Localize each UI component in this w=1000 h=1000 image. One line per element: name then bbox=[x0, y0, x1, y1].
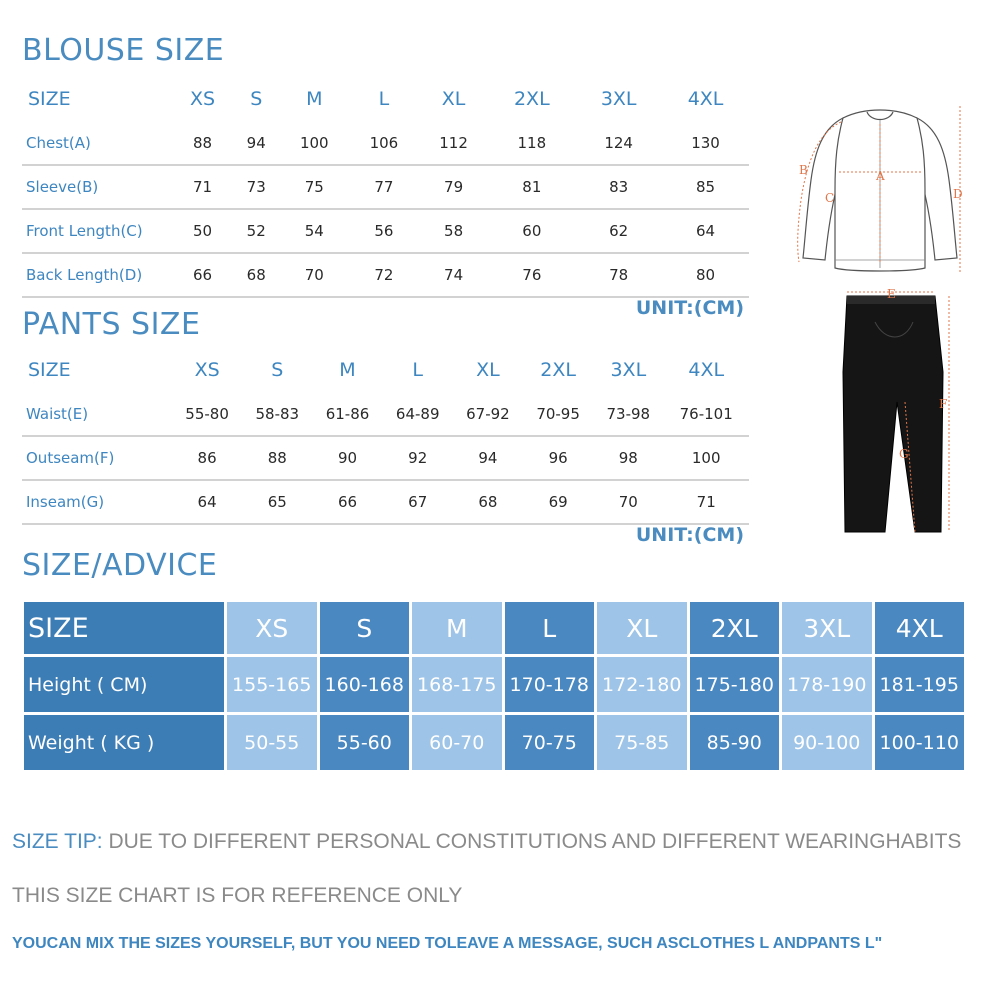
row-label-sleeve: Sleeve(B) bbox=[22, 165, 172, 209]
advice-header-xl: XL bbox=[597, 602, 687, 654]
table-cell: 70 bbox=[593, 480, 663, 524]
advice-header-s: S bbox=[320, 602, 410, 654]
table-cell: 64-89 bbox=[383, 392, 453, 436]
pants-header-4xl: 4XL bbox=[688, 359, 725, 381]
pants-illustration bbox=[835, 282, 965, 540]
table-cell: 62 bbox=[575, 209, 662, 253]
pants-label-e: E bbox=[887, 287, 896, 301]
pants-header-size: SIZE bbox=[28, 359, 71, 381]
table-cell: 73-98 bbox=[593, 392, 663, 436]
size-advice-table bbox=[21, 599, 967, 773]
blouse-size-table bbox=[22, 77, 749, 298]
table-cell: 75-85 bbox=[597, 715, 687, 770]
table-cell: 75 bbox=[279, 165, 349, 209]
table-row bbox=[22, 121, 749, 165]
advice-row-label-weight: Weight ( KG ) bbox=[24, 715, 224, 770]
pants-header-xs: XS bbox=[194, 359, 220, 381]
table-cell: 155-165 bbox=[227, 657, 317, 712]
advice-header-2xl: 2XL bbox=[690, 602, 780, 654]
table-cell: 71 bbox=[663, 480, 749, 524]
table-row bbox=[22, 165, 749, 209]
blouse-header-4xl: 4XL bbox=[687, 88, 724, 110]
table-cell: 70-75 bbox=[505, 715, 595, 770]
table-cell: 72 bbox=[349, 253, 419, 297]
pants-header-m: M bbox=[339, 359, 356, 381]
pants-header-3xl: 3XL bbox=[610, 359, 647, 381]
table-cell: 92 bbox=[383, 436, 453, 480]
table-cell: 68 bbox=[233, 253, 279, 297]
table-cell: 58 bbox=[419, 209, 489, 253]
jersey-label-a: A bbox=[876, 169, 885, 183]
row-label-outseam: Outseam(F) bbox=[22, 436, 172, 480]
pants-header-s: S bbox=[271, 359, 284, 381]
table-cell: 52 bbox=[233, 209, 279, 253]
advice-header-4xl: 4XL bbox=[875, 602, 965, 654]
table-cell: 76-101 bbox=[663, 392, 749, 436]
jersey-label-b: B bbox=[799, 163, 808, 177]
table-cell: 67-92 bbox=[453, 392, 523, 436]
table-cell: 61-86 bbox=[312, 392, 382, 436]
table-cell: 76 bbox=[488, 253, 575, 297]
table-cell: 96 bbox=[523, 436, 593, 480]
table-cell: 83 bbox=[575, 165, 662, 209]
advice-row-label-height: Height ( CM) bbox=[24, 657, 224, 712]
table-cell: 50-55 bbox=[227, 715, 317, 770]
table-cell: 94 bbox=[233, 121, 279, 165]
table-cell: 60 bbox=[488, 209, 575, 253]
blouse-header-s: S bbox=[250, 88, 263, 110]
table-cell: 56 bbox=[349, 209, 419, 253]
table-cell: 86 bbox=[172, 436, 242, 480]
row-label-chest: Chest(A) bbox=[22, 121, 172, 165]
table-cell: 81 bbox=[488, 165, 575, 209]
table-cell: 55-60 bbox=[320, 715, 410, 770]
table-cell: 54 bbox=[279, 209, 349, 253]
row-label-front-length: Front Length(C) bbox=[22, 209, 172, 253]
table-cell: 181-195 bbox=[875, 657, 965, 712]
pants-header-xl: XL bbox=[476, 359, 500, 381]
pants-label-f: F bbox=[939, 397, 948, 411]
table-cell: 100 bbox=[279, 121, 349, 165]
table-cell: 69 bbox=[523, 480, 593, 524]
pants-header-l: L bbox=[412, 359, 423, 381]
pants-unit-label: UNIT:(CM) bbox=[635, 524, 744, 546]
table-cell: 170-178 bbox=[505, 657, 595, 712]
table-row bbox=[22, 253, 749, 297]
blouse-header-xl: XL bbox=[441, 88, 466, 110]
table-cell: 70-95 bbox=[523, 392, 593, 436]
table-cell: 90-100 bbox=[782, 715, 872, 770]
table-cell: 67 bbox=[383, 480, 453, 524]
table-cell: 98 bbox=[593, 436, 663, 480]
table-cell: 68 bbox=[453, 480, 523, 524]
jersey-label-c: C bbox=[825, 191, 835, 205]
table-row bbox=[22, 392, 749, 436]
table-cell: 58-83 bbox=[242, 392, 312, 436]
pants-shape bbox=[843, 296, 943, 532]
table-cell: 175-180 bbox=[690, 657, 780, 712]
advice-header-size: SIZE bbox=[24, 602, 224, 654]
size-advice-title: SIZE/ADVICE bbox=[22, 548, 218, 583]
table-row bbox=[22, 480, 749, 524]
jersey-illustration bbox=[775, 100, 985, 290]
table-cell: 65 bbox=[242, 480, 312, 524]
advice-header-xs: XS bbox=[227, 602, 317, 654]
blouse-header-l: L bbox=[378, 88, 390, 110]
table-cell: 66 bbox=[312, 480, 382, 524]
table-cell: 71 bbox=[172, 165, 233, 209]
table-cell: 106 bbox=[349, 121, 419, 165]
table-cell: 90 bbox=[312, 436, 382, 480]
row-label-inseam: Inseam(G) bbox=[22, 480, 172, 524]
table-cell: 100-110 bbox=[875, 715, 965, 770]
table-row bbox=[24, 715, 964, 770]
table-cell: 94 bbox=[453, 436, 523, 480]
table-cell: 78 bbox=[575, 253, 662, 297]
blouse-header-xs: XS bbox=[189, 88, 216, 110]
pants-header-2xl: 2XL bbox=[540, 359, 576, 381]
table-cell: 85-90 bbox=[690, 715, 780, 770]
blouse-header-m: M bbox=[306, 88, 323, 110]
blouse-unit-label: UNIT:(CM) bbox=[635, 297, 744, 319]
table-cell: 100 bbox=[663, 436, 749, 480]
table-cell: 74 bbox=[419, 253, 489, 297]
pants-header-row bbox=[22, 348, 749, 392]
blouse-header-row bbox=[22, 77, 749, 121]
reference-note: THIS SIZE CHART IS FOR REFERENCE ONLY bbox=[12, 884, 463, 907]
table-cell: 88 bbox=[242, 436, 312, 480]
table-cell: 70 bbox=[279, 253, 349, 297]
table-cell: 60-70 bbox=[412, 715, 502, 770]
pants-label-g: G bbox=[899, 447, 909, 461]
table-row bbox=[22, 209, 749, 253]
table-row bbox=[24, 657, 964, 712]
table-cell: 55-80 bbox=[172, 392, 242, 436]
table-cell: 172-180 bbox=[597, 657, 687, 712]
table-cell: 79 bbox=[419, 165, 489, 209]
size-tip-line bbox=[12, 830, 961, 854]
pants-size-table bbox=[22, 348, 749, 525]
table-cell: 124 bbox=[575, 121, 662, 165]
advice-header-m: M bbox=[412, 602, 502, 654]
blouse-header-size: SIZE bbox=[28, 88, 71, 110]
row-label-waist: Waist(E) bbox=[22, 392, 172, 436]
size-tip-text: DUE TO DIFFERENT PERSONAL CONSTITUTIONS AND DIFFERENT WEARINGHABITS bbox=[102, 830, 962, 853]
table-cell: 77 bbox=[349, 165, 419, 209]
table-cell: 64 bbox=[662, 209, 749, 253]
pants-size-title: PANTS SIZE bbox=[22, 307, 201, 342]
advice-header-3xl: 3XL bbox=[782, 602, 872, 654]
table-cell: 112 bbox=[419, 121, 489, 165]
jersey-label-d: D bbox=[953, 187, 963, 201]
blouse-header-2xl: 2XL bbox=[513, 88, 550, 110]
table-cell: 168-175 bbox=[412, 657, 502, 712]
table-cell: 80 bbox=[662, 253, 749, 297]
blouse-size-title: BLOUSE SIZE bbox=[22, 33, 225, 68]
advice-header-l: L bbox=[505, 602, 595, 654]
table-row bbox=[22, 436, 749, 480]
table-cell: 160-168 bbox=[320, 657, 410, 712]
table-cell: 64 bbox=[172, 480, 242, 524]
table-cell: 88 bbox=[172, 121, 233, 165]
table-cell: 66 bbox=[172, 253, 233, 297]
size-tip-prefix: SIZE TIP: bbox=[12, 830, 103, 853]
blouse-header-3xl: 3XL bbox=[600, 88, 637, 110]
table-cell: 130 bbox=[662, 121, 749, 165]
table-cell: 85 bbox=[662, 165, 749, 209]
table-cell: 73 bbox=[233, 165, 279, 209]
table-cell: 118 bbox=[488, 121, 575, 165]
table-cell: 50 bbox=[172, 209, 233, 253]
row-label-back-length: Back Length(D) bbox=[22, 253, 172, 297]
advice-header-row bbox=[24, 602, 964, 654]
table-cell: 178-190 bbox=[782, 657, 872, 712]
mix-sizes-note: YOUCAN MIX THE SIZES YOURSELF, BUT YOU NEED TOLEAVE A MESSAGE, SUCH ASCLOTHES L ANDPANTS L" bbox=[12, 935, 883, 952]
